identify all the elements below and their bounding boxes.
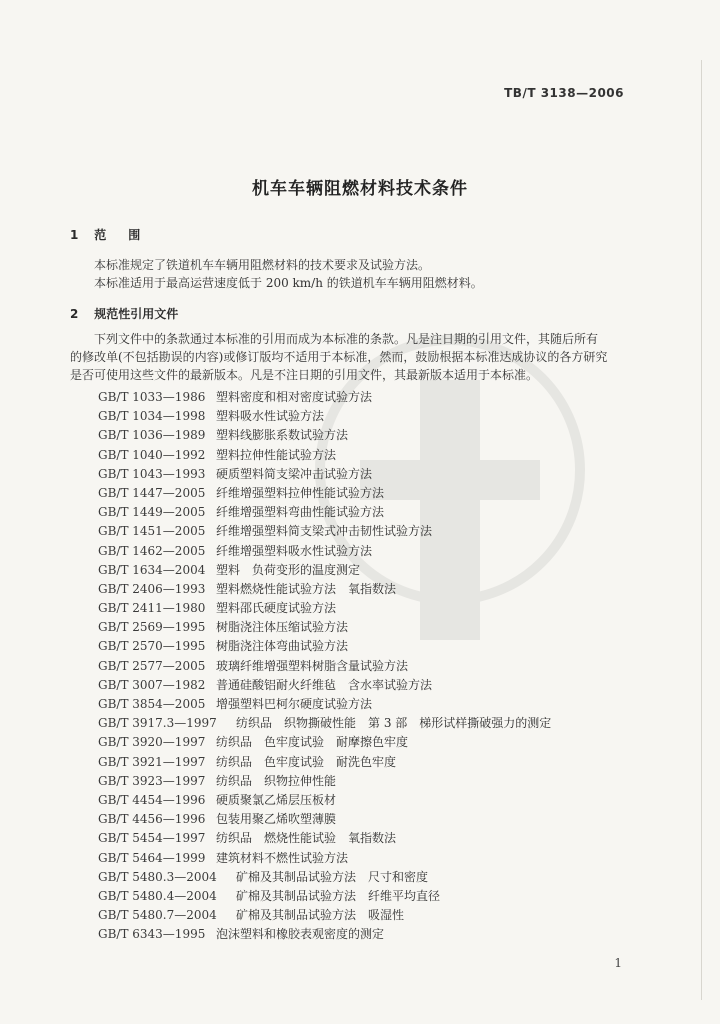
reference-item — [98, 868, 638, 887]
reference-code: GB/T 5480.3—2004 — [98, 869, 217, 884]
standard-code: TB/T 3138—2006 — [504, 86, 624, 100]
reference-item — [98, 503, 638, 522]
reference-item — [98, 810, 638, 829]
reference-code: GB/T 1036—1989 — [98, 428, 206, 443]
reference-title: 矿棉及其制品试验方法 吸湿性 — [236, 908, 405, 923]
reference-code: GB/T 1462—2005 — [98, 543, 206, 558]
reference-title: 塑料燃烧性能试验方法 氧指数法 — [216, 581, 397, 596]
reference-title: 玻璃纤维增强塑料树脂含量试验方法 — [216, 658, 409, 673]
reference-title: 纺织品 色牢度试验 耐摩擦色牢度 — [216, 735, 409, 750]
reference-item — [98, 733, 638, 752]
reference-code: GB/T 1447—2005 — [98, 485, 206, 500]
section-1-heading — [70, 226, 162, 243]
document-title: 机车车辆阻燃材料技术条件 — [252, 179, 468, 199]
section-1-number: 1 — [70, 228, 79, 242]
reference-code: GB/T 1451—2005 — [98, 524, 206, 539]
reference-item — [98, 484, 638, 503]
reference-item — [98, 791, 638, 810]
reference-code: GB/T 3920—1997 — [98, 735, 206, 750]
reference-code: GB/T 3921—1997 — [98, 754, 206, 769]
reference-item — [98, 829, 638, 848]
reference-code: GB/T 2406—1993 — [98, 581, 206, 596]
reference-code: GB/T 1043—1993 — [98, 466, 206, 481]
reference-item — [98, 637, 638, 656]
reference-code: GB/T 1034—1998 — [98, 409, 206, 424]
reference-title: 建筑材料不燃性试验方法 — [216, 850, 349, 865]
reference-title: 塑料密度和相对密度试验方法 — [216, 390, 373, 404]
references-intro-paragraph — [70, 330, 650, 384]
reference-item — [98, 887, 638, 906]
reference-code: GB/T 2411—1980 — [98, 601, 206, 616]
reference-title: 纤维增强塑料拉伸性能试验方法 — [216, 485, 385, 500]
reference-list — [98, 388, 638, 944]
reference-code: GB/T 3917.3—1997 — [98, 716, 217, 731]
reference-title: 塑料拉伸性能试验方法 — [216, 447, 337, 462]
reference-item — [98, 561, 638, 580]
scope-line: 本标准适用于最高运营速度低于 200 km/h 的铁道机车车辆用阻燃材料。 — [94, 276, 483, 290]
reference-code: GB/T 2570—1995 — [98, 639, 206, 654]
reference-title: 树脂浇注体弯曲试验方法 — [216, 639, 349, 654]
section-2-title: 规范性引用文件 — [94, 307, 179, 321]
reference-code: GB/T 3854—2005 — [98, 697, 206, 711]
reference-item — [98, 849, 638, 868]
reference-title: 矿棉及其制品试验方法 尺寸和密度 — [236, 869, 429, 884]
reference-item — [98, 695, 638, 714]
reference-item — [98, 676, 638, 695]
reference-code: GB/T 5480.4—2004 — [98, 888, 217, 903]
reference-code: GB/T 1449—2005 — [98, 505, 206, 520]
reference-code: GB/T 2577—2005 — [98, 658, 206, 673]
section-2-number: 2 — [70, 307, 79, 321]
reference-item — [98, 925, 638, 944]
intro-line: 下列文件中的条款通过本标准的引用而成为本标准的条款。凡是注日期的引用文件，其随后所有 — [94, 332, 599, 346]
reference-title: 纤维增强塑料简支梁式冲击韧性试验方法 — [216, 524, 433, 539]
intro-line: 的修改单(不包括勘误的内容)或修订版均不适用于本标准，然而，鼓励根据本标准达成协议的各方研究 — [70, 350, 608, 364]
reference-title: 普通硅酸铝耐火纤维毡 含水率试验方法 — [216, 677, 433, 692]
reference-item — [98, 599, 638, 618]
reference-code: GB/T 6343—1995 — [98, 927, 206, 942]
reference-code: GB/T 3007—1982 — [98, 677, 206, 692]
reference-title: 泡沫塑料和橡胶表观密度的测定 — [216, 927, 385, 942]
reference-title: 增强塑料巴柯尔硬度试验方法 — [216, 697, 373, 711]
reference-title: 树脂浇注体压缩试验方法 — [216, 620, 349, 635]
reference-item — [98, 426, 638, 445]
reference-code: GB/T 1040—1992 — [98, 447, 206, 462]
reference-code: GB/T 5454—1997 — [98, 831, 206, 846]
reference-title: 矿棉及其制品试验方法 纤维平均直径 — [236, 888, 441, 903]
reference-title: 塑料吸水性试验方法 — [216, 409, 325, 424]
reference-title: 纺织品 织物撕破性能 第 3 部 梯形试样撕破强力的测定 — [236, 716, 552, 731]
reference-item — [98, 465, 638, 484]
reference-title: 包装用聚乙烯吹塑薄膜 — [216, 812, 337, 827]
reference-code: GB/T 3923—1997 — [98, 773, 206, 788]
reference-title: 硬质塑料简支梁冲击试验方法 — [216, 466, 373, 481]
reference-item — [98, 446, 638, 465]
reference-title: 塑料 负荷变形的温度测定 — [216, 562, 361, 577]
reference-title: 塑料线膨胀系数试验方法 — [216, 428, 349, 443]
reference-title: 纺织品 燃烧性能试验 氧指数法 — [216, 831, 397, 846]
reference-code: GB/T 5464—1999 — [98, 850, 206, 865]
reference-title: 纺织品 色牢度试验 耐洗色牢度 — [216, 754, 397, 769]
reference-item — [98, 522, 638, 541]
reference-item — [98, 388, 638, 407]
reference-title: 塑料邵氏硬度试验方法 — [216, 601, 337, 616]
reference-item — [98, 714, 638, 733]
reference-item — [98, 772, 638, 791]
reference-item — [98, 618, 638, 637]
reference-code: GB/T 2569—1995 — [98, 620, 206, 635]
intro-line: 是否可使用这些文件的最新版本。凡是不注日期的引用文件，其最新版本适用于本标准。 — [70, 368, 539, 382]
reference-title: 纺织品 织物拉伸性能 — [216, 773, 337, 788]
section-2-heading — [70, 305, 178, 322]
reference-code: GB/T 5480.7—2004 — [98, 908, 217, 923]
reference-title: 纤维增强塑料吸水性试验方法 — [216, 543, 373, 558]
reference-code: GB/T 1033—1986 — [98, 390, 206, 404]
reference-item — [98, 657, 638, 676]
reference-code: GB/T 4456—1996 — [98, 812, 206, 827]
reference-code: GB/T 1634—2004 — [98, 562, 206, 577]
reference-item — [98, 580, 638, 599]
reference-title: 硬质聚氯乙烯层压板材 — [216, 792, 337, 807]
scan-edge-line — [701, 60, 702, 1000]
scope-line: 本标准规定了铁道机车车辆用阻燃材料的技术要求及试验方法。 — [94, 258, 431, 272]
reference-item — [98, 542, 638, 561]
reference-item — [98, 753, 638, 772]
section-1-title: 范围 — [94, 228, 163, 242]
page-number: 1 — [614, 956, 622, 970]
scope-paragraph — [70, 256, 650, 292]
reference-code: GB/T 4454—1996 — [98, 792, 206, 807]
reference-title: 纤维增强塑料弯曲性能试验方法 — [216, 505, 385, 520]
reference-item — [98, 906, 638, 925]
reference-item — [98, 407, 638, 426]
